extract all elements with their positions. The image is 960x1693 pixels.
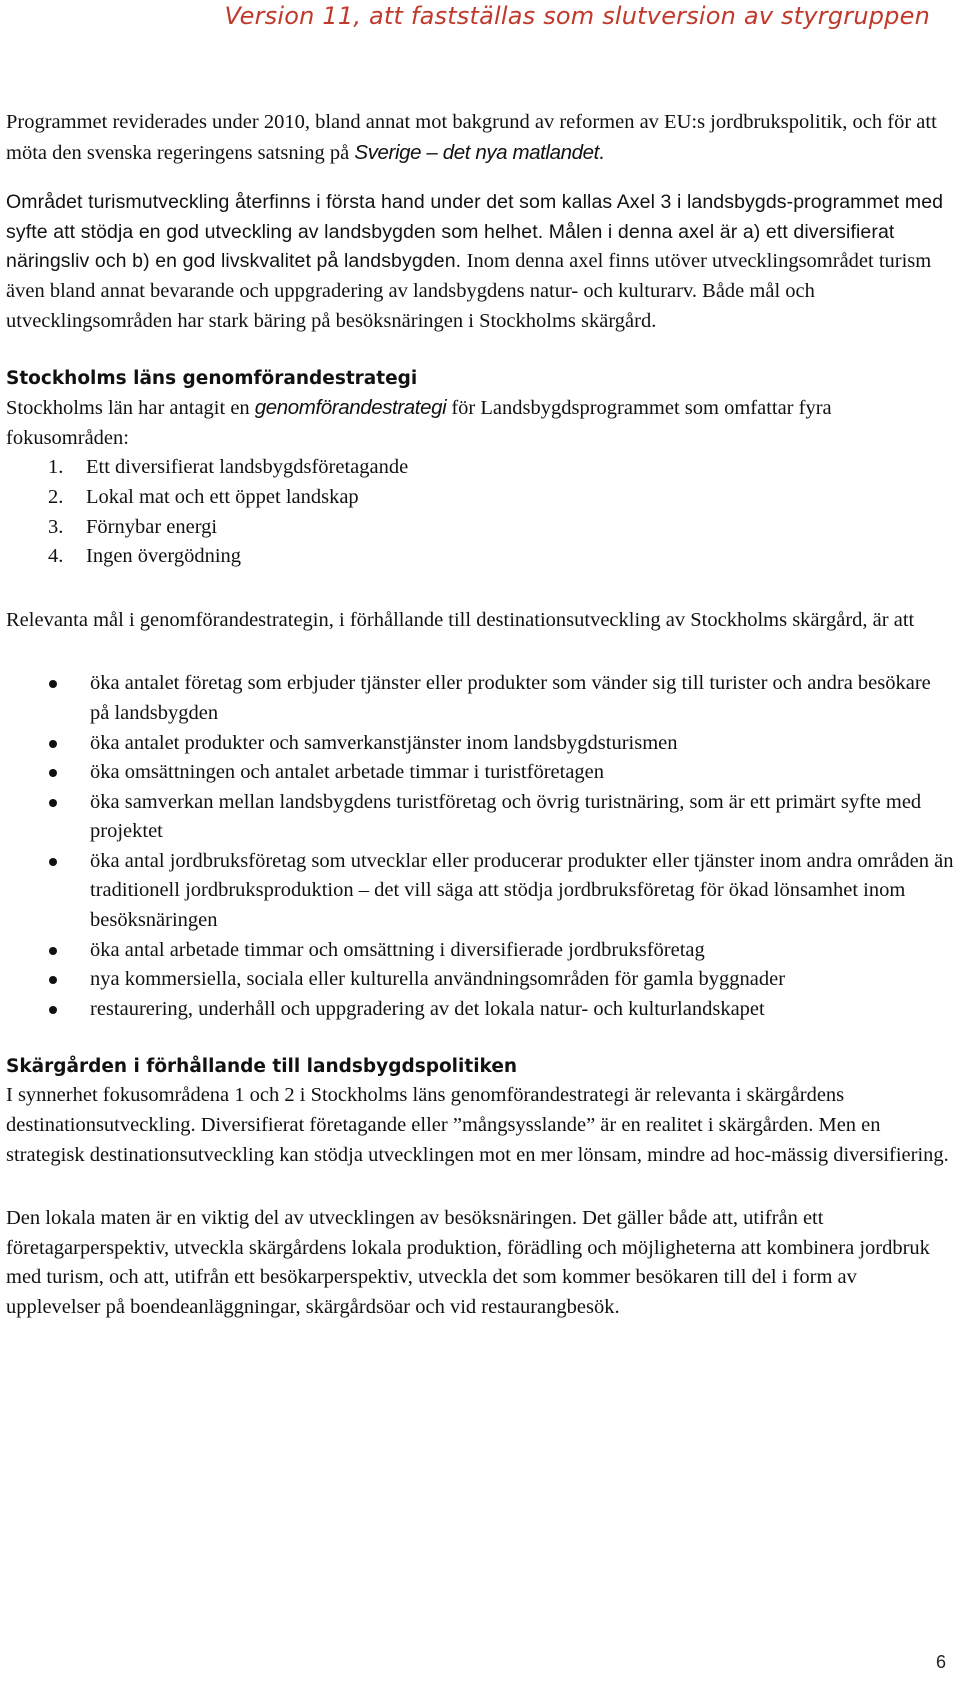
spacer [6, 336, 954, 364]
spacer [6, 1024, 954, 1052]
document-body [6, 108, 954, 1323]
section-heading-archipelago: Skärgården i förhållande till landsbygdspolitiken [6, 1056, 518, 1078]
list-item [6, 965, 954, 995]
goal-text: öka omsättningen och antalet arbetade timmar i turistföretagen [90, 761, 605, 784]
archipelago-paragraph-1: I synnerhet fokusområdena 1 och 2 i Stockholms läns genomförandestrategi är relevanta i skärgårdens destinationsutveckling. Diversifierat företagande eller ”mångsysslande” är en realitet i skärgården. Men en strategisk destinationsutveckling kan stödja utvecklingen mot en mer lönsam, mindre ad hoc-mässig diversifiering. [6, 1084, 949, 1166]
axel3-text: Området turismutveckling återfinns i första hand under det som kallas Axel 3 i landsbygds-programmet med syfte att stödja en god utveckling av landsbygden som helhet. [6, 191, 944, 243]
list-item [6, 847, 954, 936]
list-item-label: Ingen övergödning [86, 545, 242, 568]
focus-area-list [6, 453, 954, 571]
axel3-scope-text: Inom denna axel finns utöver utvecklingsområdet turism även bland annat bevarande och uppgradering av landsbygdens natur- och kulturarv. Både mål och utvecklingsområden har stark bäring på besöksnäringen i Stockholms skärgård. [6, 250, 932, 332]
section-heading-strategy: Stockholms läns genomförandestrategi [6, 368, 418, 390]
list-item-label: Lokal mat och ett öppet landskap [86, 485, 359, 508]
goal-text: öka antalet produkter och samverkanstjänster inom landsbygdsturismen [90, 731, 678, 754]
list-item-label: Förnybar energi [86, 515, 218, 538]
goal-text: öka antal jordbruksföretag som utvecklar eller producerar produkter eller tjänster inom andra områden än traditionell jordbruksproduktion – det vill säga att stödja jordbruksföretag för ökad lönsamhet inom besöksnäringen [90, 849, 954, 932]
strategy-text: Stockholms län har antagit en [6, 397, 255, 420]
list-item [6, 729, 954, 759]
strategy-italic-term: genomförandestrategi [254, 396, 447, 420]
goals-list [6, 669, 954, 1024]
goals-intro: Relevanta mål i genomförandestrategin, i förhållande till destinationsutveckling av Stockholms skärgård, är att [6, 608, 915, 631]
spacer [6, 635, 954, 669]
goal-text: öka antal arbetade timmar och omsättning i diversifierade jordbruksföretag [90, 938, 705, 961]
list-item [6, 758, 954, 788]
list-number: 2. [48, 485, 64, 508]
bullet-icon [6, 936, 90, 966]
list-item [6, 788, 954, 847]
archipelago-paragraph-2: Den lokala maten är en viktig del av utvecklingen av besöksnäringen. Det gäller både att, utifrån ett företagarperspektiv, utveckla skärgårdens lokala produktion, förädling och möjligheterna att kombinera jordbruk med turism, och att, utifrån ett besökarperspektiv, utveckla det som kommer besökaren till del i form av upplevelser på boendeanläggningar, skärgårdsöar och vid restaurangbesök. [6, 1207, 930, 1318]
strategy-text-end: för Landsbygdsprogrammet som omfattar fyra fokusområden: [6, 397, 832, 449]
page-number: 6 [935, 1652, 946, 1672]
bullet-icon [6, 758, 90, 788]
list-item [6, 936, 954, 966]
list-item-label: Ett diversifierat landsbygdsföretagande [86, 456, 409, 479]
list-item [6, 453, 954, 483]
bullet-icon [6, 729, 90, 759]
strategy-paragraph [6, 393, 954, 453]
list-item [6, 483, 954, 513]
spacer [6, 1170, 954, 1204]
bullet-icon [6, 965, 90, 995]
spacer [6, 572, 954, 606]
list-item [6, 513, 954, 543]
list-item [6, 669, 954, 728]
goal-text: öka samverkan mellan landsbygdens turistföretag och övrig turistnäring, som är ett primärt syfte med projektet [90, 790, 922, 843]
list-item [6, 995, 954, 1025]
list-number: 3. [48, 515, 64, 538]
bullet-icon [6, 669, 90, 728]
goal-text: nya kommersiella, sociala eller kulturella användningsområden för gamla byggnader [90, 968, 786, 991]
bullet-icon [6, 995, 90, 1025]
list-number: 1. [48, 456, 64, 479]
bullet-icon [6, 788, 90, 847]
intro-paragraph-1 [6, 108, 954, 168]
intro-italic-title: Sverige – det nya matlandet [354, 140, 599, 164]
version-header: Version 11, att fastställas som slutversion av styrgruppen [224, 2, 930, 30]
spacer [6, 168, 954, 188]
goal-text: öka antalet företag som erbjuder tjänster eller produkter som vänder sig till turister och andra besökare på landsbygden [90, 672, 931, 724]
intro-paragraph-2 [6, 188, 954, 336]
intro-text-end: . [598, 141, 605, 164]
goal-text: restaurering, underhåll och uppgradering av det lokala natur- och kulturlandskapet [90, 997, 765, 1020]
list-number: 4. [48, 545, 64, 568]
axel3-goals-text: Målen i denna axel är a) ett diversifierat näringsliv och b) en god livskvalitet på landsbygden. [6, 220, 895, 273]
list-item [6, 542, 954, 572]
bullet-icon [6, 847, 90, 936]
intro-text: Programmet reviderades under 2010, bland annat mot bakgrund av reformen av EU:s jordbrukspolitik, och för att möta den svenska regeringens satsning på [6, 111, 937, 164]
